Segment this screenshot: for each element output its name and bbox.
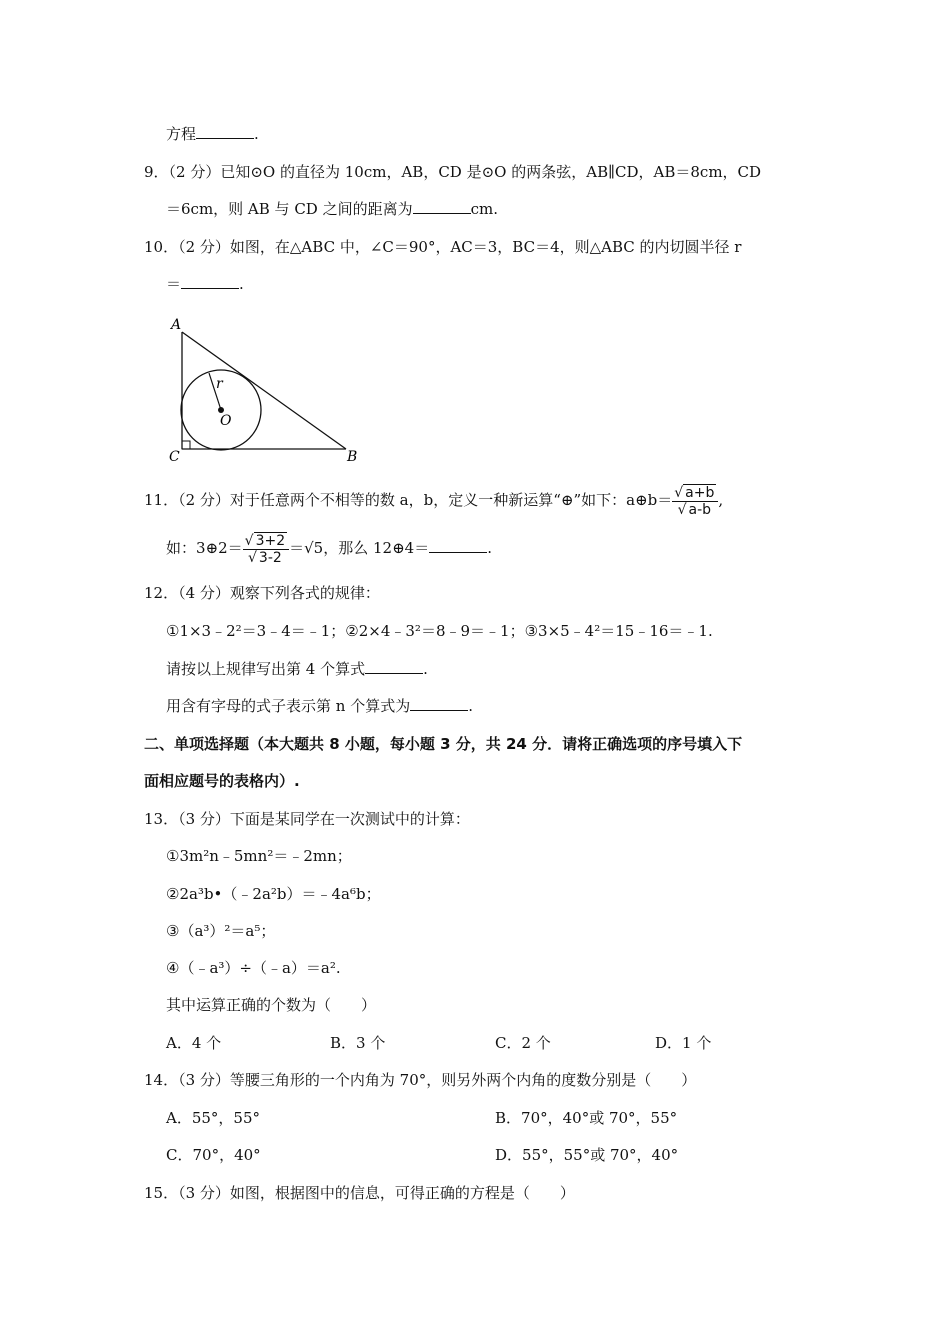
q13-option-c[interactable]: C．2 个	[495, 1034, 551, 1052]
q8-tail-text: 方程	[166, 125, 197, 143]
label-r: r	[216, 376, 223, 392]
example-fraction: $\frac{√ 3+2}{√ 3-2}$	[243, 533, 289, 566]
answer-blank[interactable]	[196, 124, 254, 139]
period: .	[468, 697, 473, 715]
q10-text: ＝	[166, 275, 182, 293]
q9-line2	[166, 199, 498, 219]
period: .	[487, 539, 492, 557]
q13-item-1: ①3m²n﹣5mn²＝﹣2mn；	[166, 847, 352, 865]
q9-unit: cm.	[470, 200, 499, 218]
q14-option-d[interactable]: D．55°，55°或 70°，40°	[495, 1146, 679, 1164]
ex-denominator: 3-2	[258, 549, 282, 566]
q11-line1: 11．（2 分）对于任意两个不相等的数 a，b，定义一种新运算“⊕”如下：a⊕b＝ $\frac{√ a+b}{√ a-b}$ ,	[144, 484, 724, 518]
definition-fraction: $\frac{√ a+b}{√ a-b}$	[672, 485, 718, 518]
triangle-incircle-figure	[166, 312, 366, 464]
label-o: O	[220, 413, 232, 429]
answer-blank[interactable]	[181, 274, 239, 289]
q14-option-a[interactable]: A．55°，55°	[166, 1109, 261, 1127]
q12-ask2	[166, 696, 473, 716]
period: .	[254, 125, 259, 143]
right-angle-mark	[182, 441, 190, 449]
q11-example-prefix: 如：3⊕2＝	[166, 539, 243, 557]
q13-item-2: ②2a³b•（﹣2a²b）＝﹣4a⁶b；	[166, 885, 381, 903]
q13-option-d[interactable]: D．1 个	[655, 1034, 712, 1052]
q11-example-result: ＝√5，那么 12⊕4＝	[289, 539, 430, 557]
q11-text: 11．（2 分）对于任意两个不相等的数 a，b，定义一种新运算“⊕”如下：a⊕b＝	[144, 491, 673, 509]
section-heading-line1: 二、单项选择题（本大题共 8 小题，每小题 3 分，共 24 分．请将正确选项的序号填入下	[144, 735, 743, 753]
q13-option-b[interactable]: B．3 个	[330, 1034, 386, 1052]
label-c: C	[169, 449, 180, 464]
side-ab	[182, 332, 346, 449]
answer-blank[interactable]	[413, 199, 471, 214]
answer-blank[interactable]	[429, 538, 487, 553]
q9-line1: 9．（2 分）已知⊙O 的直径为 10cm，AB，CD 是⊙O 的两条弦，AB∥CD，AB＝8cm，CD	[144, 163, 762, 181]
q13-item-4: ④（﹣a³）÷（﹣a）＝a².	[166, 959, 341, 977]
period: .	[423, 660, 428, 678]
def-numerator: a+b	[685, 484, 715, 501]
q12-ask2-text: 用含有字母的式子表示第 n 个算式为	[166, 697, 411, 715]
q15-stem: 15．（3 分）如图，根据图中的信息，可得正确的方程是（ ）	[144, 1184, 575, 1202]
q13-option-a[interactable]: A．4 个	[166, 1034, 222, 1052]
q13-stem: 13．（3 分）下面是某同学在一次测试中的计算：	[144, 810, 470, 828]
q14-option-c[interactable]: C．70°，40°	[166, 1146, 261, 1164]
section-heading-line2: 面相应题号的表格内）.	[144, 772, 300, 790]
period: .	[239, 275, 244, 293]
q8-tail	[166, 124, 259, 144]
answer-blank[interactable]	[365, 659, 423, 674]
ex-numerator: 3+2	[255, 532, 286, 549]
q12-pattern: ①1×3﹣2²＝3﹣4＝﹣1；②2×4﹣3²＝8﹣9＝﹣1；③3×5﹣4²＝15﹣16＝﹣1.	[166, 622, 713, 640]
q10-line2	[166, 274, 244, 294]
q9-text: ＝6cm，则 AB 与 CD 之间的距离为	[166, 200, 413, 218]
q13-item-3: ③（a³）²＝a⁵；	[166, 922, 276, 940]
q14-option-b[interactable]: B．70°，40°或 70°，55°	[495, 1109, 678, 1127]
def-denominator: a-b	[688, 501, 712, 518]
q12-ask1-text: 请按以上规律写出第 4 个算式	[166, 660, 366, 678]
q14-stem: 14．（3 分）等腰三角形的一个内角为 70°，则另外两个内角的度数分别是（ ）	[144, 1071, 697, 1089]
label-a: A	[171, 317, 182, 333]
label-b: B	[347, 449, 358, 464]
q12-stem: 12．（4 分）观察下列各式的规律：	[144, 584, 380, 602]
answer-blank[interactable]	[410, 696, 468, 711]
q12-ask1	[166, 659, 428, 679]
q11-line2	[166, 528, 492, 568]
q10-line1: 10．（2 分）如图，在△ABC 中，∠C＝90°，AC＝3，BC＝4，则△ABC 的内切圆半径 r	[144, 238, 742, 256]
q13-question: 其中运算正确的个数为（ ）	[166, 996, 377, 1014]
